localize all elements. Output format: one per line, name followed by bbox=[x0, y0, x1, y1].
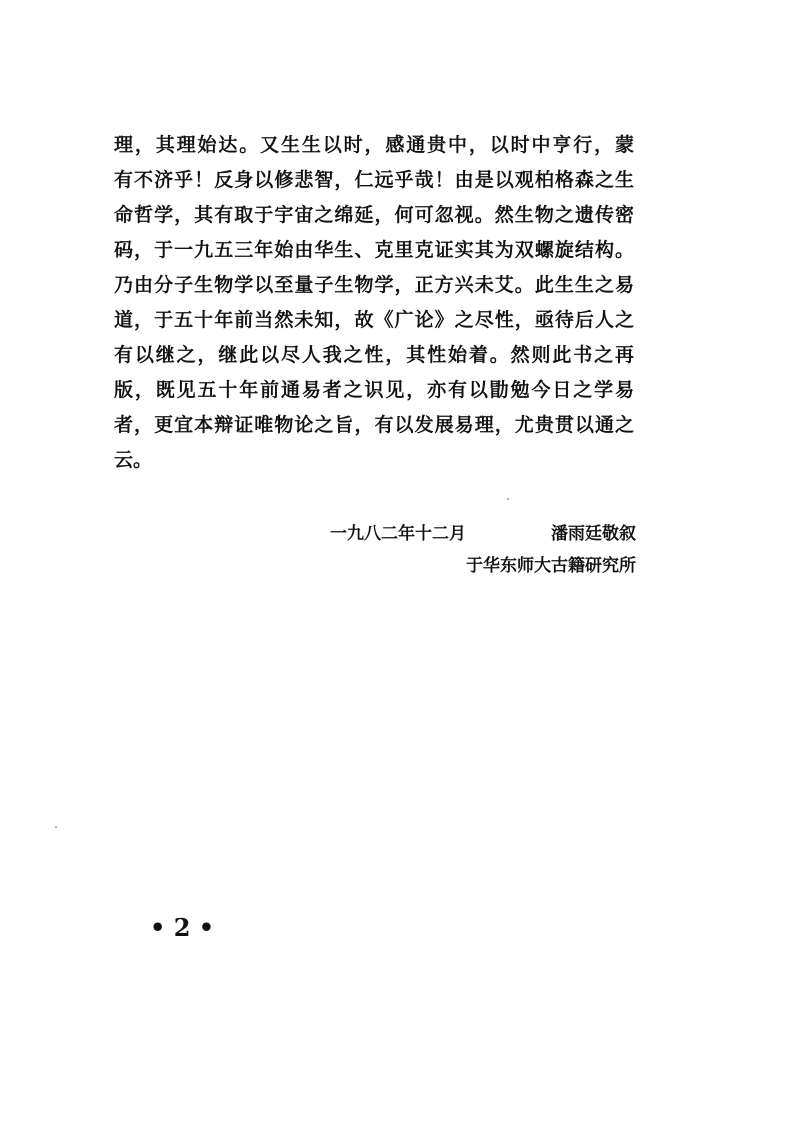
text-line: 云。 bbox=[114, 449, 153, 471]
text-line: 有以继之，继此以尽人我之性，其性始着。然则此书之再 bbox=[114, 344, 634, 366]
scan-speck bbox=[507, 498, 509, 500]
signature-author: 潘雨廷敬叙 bbox=[551, 524, 636, 544]
scan-speck bbox=[55, 826, 57, 828]
signature-date-author-line bbox=[330, 519, 636, 549]
text-line: 道，于五十年前当然未知，故《广论》之尽性，亟待后人之 bbox=[114, 309, 634, 331]
text-line: 码，于一九五三年始由华生、克里克证实其为双螺旋结构。 bbox=[114, 239, 634, 261]
signature-block bbox=[330, 519, 636, 581]
signature-place: 于华东师大古籍研究所 bbox=[466, 556, 636, 576]
text-line: 命哲学，其有取于宇宙之绵延，何可忽视。然生物之遗传密 bbox=[114, 204, 634, 226]
preface-body-text bbox=[114, 128, 634, 478]
text-line: 乃由分子生物学以至量子生物学，正方兴未艾。此生生之易 bbox=[114, 274, 634, 296]
text-line: 理，其理始达。又生生以时，感通贵中，以时中亨行，蒙 bbox=[114, 134, 634, 156]
page-number: • 2 • bbox=[150, 913, 215, 942]
signature-date: 一九八二年十二月 bbox=[330, 524, 466, 544]
text-line: 版，既见五十年前通易者之识见，亦有以勖勉今日之学易 bbox=[114, 379, 634, 401]
text-line: 者，更宜本辩证唯物论之旨，有以发展易理，尤贵贯以通之 bbox=[114, 414, 634, 436]
text-line: 有不济乎！反身以修悲智，仁远乎哉！由是以观柏格森之生 bbox=[114, 169, 634, 191]
